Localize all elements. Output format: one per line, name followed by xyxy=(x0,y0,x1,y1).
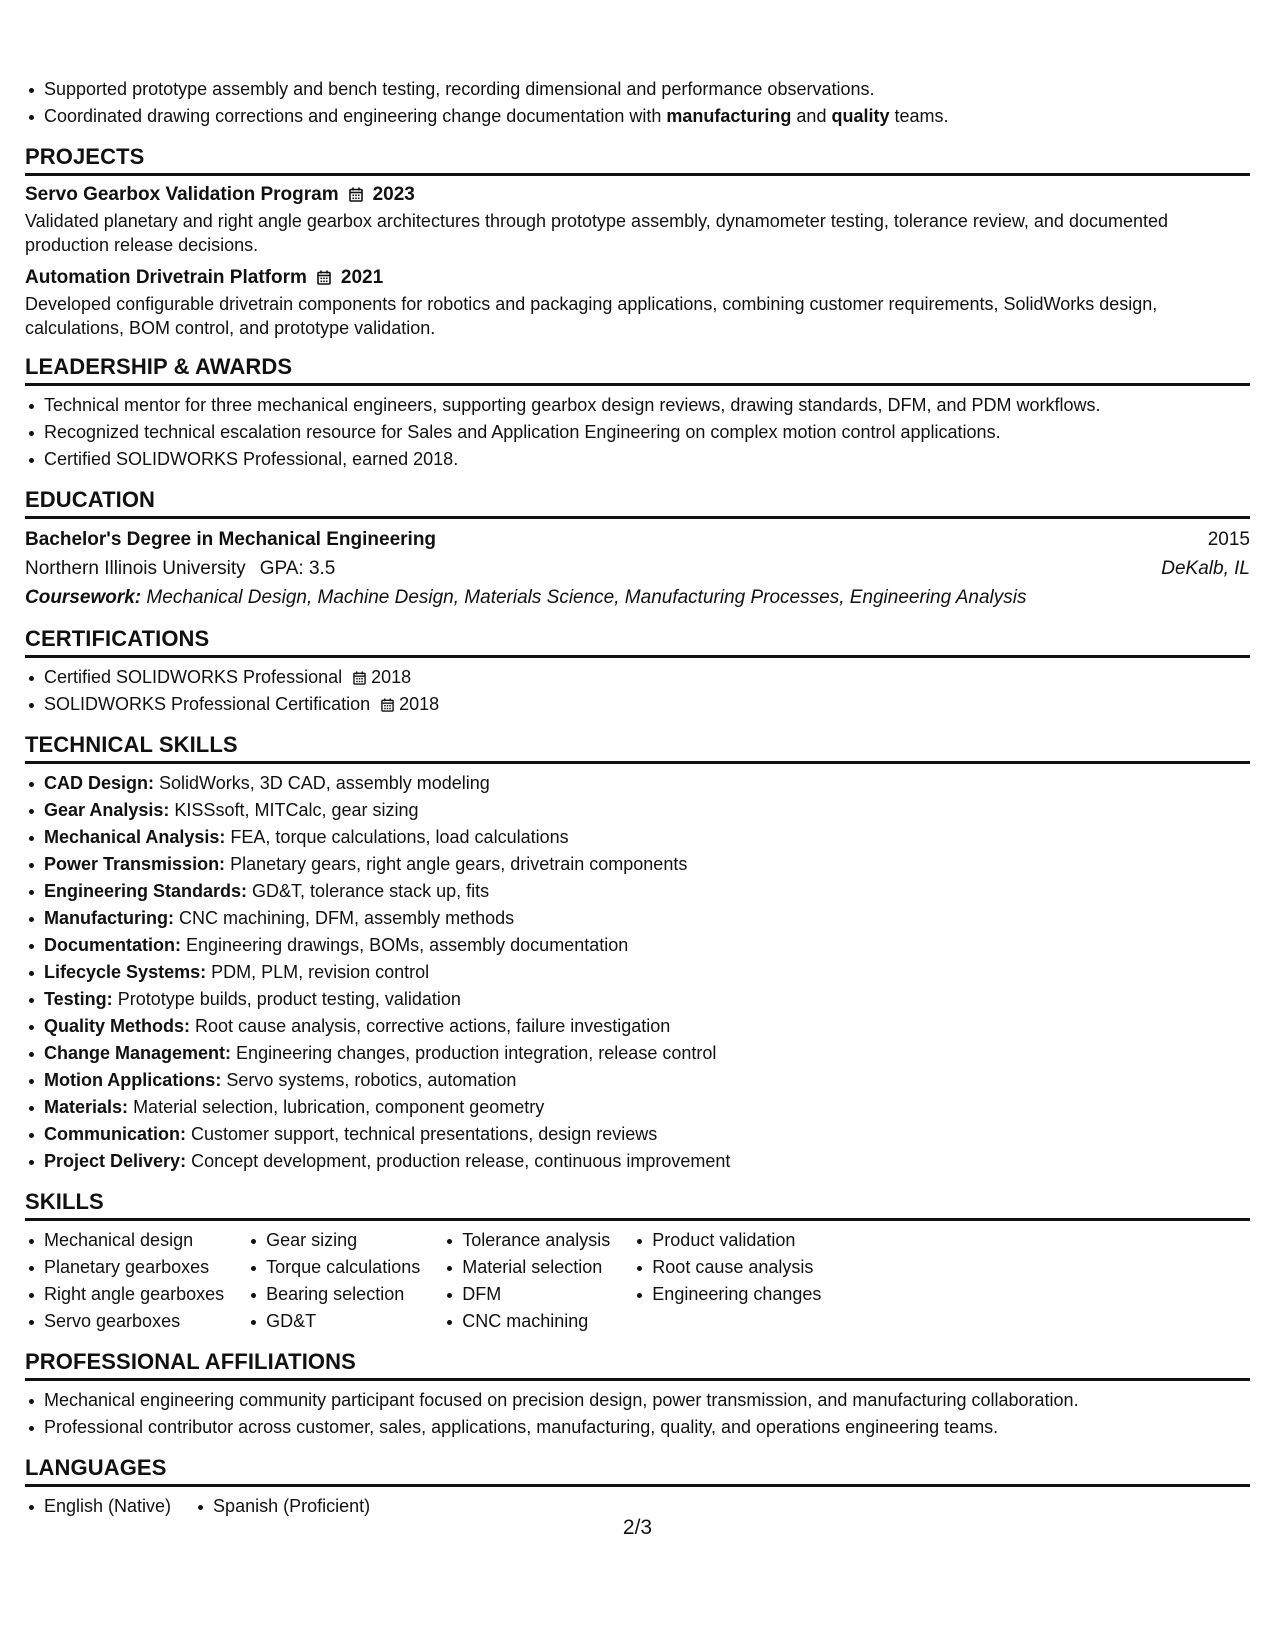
section-title-projects: PROJECTS xyxy=(25,144,1250,176)
project-name: Servo Gearbox Validation Program xyxy=(25,184,339,205)
technical-skill-item xyxy=(25,851,1250,878)
list-item: Technical mentor for three mechanical engineers, supporting gearbox design reviews, drawing standards, DFM, and PDM workflows. xyxy=(25,392,1250,419)
technical-skill-item xyxy=(25,959,1250,986)
technical-skill-item xyxy=(25,1040,1250,1067)
technical-skill-item xyxy=(25,1067,1250,1094)
project-year: 2021 xyxy=(340,267,384,288)
skill-category: Motion Applications: xyxy=(44,1070,222,1090)
calendar-icon xyxy=(353,671,366,685)
skill-item: Planetary gearboxes xyxy=(25,1254,224,1281)
skill-category: Documentation: xyxy=(44,935,181,955)
skill-values: Root cause analysis, corrective actions, failure investigation xyxy=(195,1016,671,1036)
calendar-icon xyxy=(349,187,363,202)
skill-values: SolidWorks, 3D CAD, assembly modeling xyxy=(159,773,490,793)
technical-skill-item xyxy=(25,932,1250,959)
section-title-leadership: LEADERSHIP & AWARDS xyxy=(25,354,1250,386)
skill-item: Servo gearboxes xyxy=(25,1308,224,1335)
skill-item: Engineering changes xyxy=(633,1281,821,1308)
list-item: Recognized technical escalation resource for Sales and Application Engineering on complex motion control applications. xyxy=(25,419,1250,446)
skill-category: Gear Analysis: xyxy=(44,800,170,820)
gpa: GPA: 3.5 xyxy=(259,558,336,579)
technical-skill-item xyxy=(25,824,1250,851)
skill-category: Materials: xyxy=(44,1097,129,1117)
skills-column xyxy=(247,1227,420,1335)
project-description: Developed configurable drivetrain components for robotics and packaging applications, combining customer requirements, SolidWorks design, calculations, BOM control, and prototype validation. xyxy=(25,294,1158,338)
project-year: 2023 xyxy=(372,184,415,205)
skill-values: PDM, PLM, revision control xyxy=(211,962,430,982)
skill-item: DFM xyxy=(443,1281,610,1308)
section-title-technical-skills: TECHNICAL SKILLS xyxy=(25,732,1250,764)
skill-category: Mechanical Analysis: xyxy=(44,827,226,847)
skill-category: Project Delivery: xyxy=(44,1151,187,1171)
language-item: Spanish (Proficient) xyxy=(194,1493,370,1520)
experience-tail-list xyxy=(25,76,1250,130)
skill-category: Lifecycle Systems: xyxy=(44,962,207,982)
skill-category: Power Transmission: xyxy=(44,854,226,874)
technical-skill-item xyxy=(25,1121,1250,1148)
technical-skills-list xyxy=(25,770,1250,1175)
skills-column xyxy=(25,1227,224,1335)
skill-values: FEA, torque calculations, load calculations xyxy=(230,827,569,847)
project-entry xyxy=(25,182,1250,257)
degree: Bachelor's Degree in Mechanical Engineering xyxy=(25,529,437,550)
technical-skill-item xyxy=(25,1013,1250,1040)
skill-item: CNC machining xyxy=(443,1308,610,1335)
technical-skill-item xyxy=(25,1148,1250,1175)
skill-values: GD&T, tolerance stack up, fits xyxy=(252,881,490,901)
coursework-label: Coursework: xyxy=(25,587,142,608)
skill-item: GD&T xyxy=(247,1308,420,1335)
skill-category: Quality Methods: xyxy=(44,1016,191,1036)
technical-skill-item xyxy=(25,1094,1250,1121)
skill-item: Product validation xyxy=(633,1227,821,1254)
skill-values: Material selection, lubrication, component geometry xyxy=(133,1097,545,1117)
certification-name: SOLIDWORKS Professional Certification xyxy=(44,694,371,714)
technical-skill-item xyxy=(25,905,1250,932)
affiliations-list xyxy=(25,1387,1250,1441)
skill-values: Servo systems, robotics, automation xyxy=(226,1070,517,1090)
project-description: Validated planetary and right angle gearbox architectures through prototype assembly, dynamometer testing, tolerance review, and documented production release decisions. xyxy=(25,211,1169,255)
coursework xyxy=(25,583,1250,612)
skills-columns xyxy=(25,1227,1250,1335)
certification-year: 2018 xyxy=(371,667,412,687)
skill-item: Right angle gearboxes xyxy=(25,1281,224,1308)
skill-item: Mechanical design xyxy=(25,1227,224,1254)
list-item xyxy=(25,691,1250,718)
technical-skill-item xyxy=(25,878,1250,905)
list-item: Mechanical engineering community participant focused on precision design, power transmission, and manufacturing collaboration. xyxy=(25,1387,1250,1414)
list-item: Certified SOLIDWORKS Professional, earned 2018. xyxy=(25,446,1250,473)
section-title-affiliations: PROFESSIONAL AFFILIATIONS xyxy=(25,1349,1250,1381)
certification-name: Certified SOLIDWORKS Professional xyxy=(44,667,343,687)
skill-category: CAD Design: xyxy=(44,773,155,793)
skill-values: Concept development, production release, continuous improvement xyxy=(191,1151,731,1171)
list-item: Professional contributor across customer, sales, applications, manufacturing, quality, and operations engineering teams. xyxy=(25,1414,1250,1441)
graduation-year: 2015 xyxy=(1207,529,1250,550)
project-entry xyxy=(25,265,1250,340)
skill-item: Tolerance analysis xyxy=(443,1227,610,1254)
skills-column xyxy=(443,1227,610,1335)
education-entry xyxy=(25,525,1250,612)
skill-category: Change Management: xyxy=(44,1043,232,1063)
skill-values: Prototype builds, product testing, validation xyxy=(117,989,461,1009)
certifications-list xyxy=(25,664,1250,718)
leadership-list xyxy=(25,392,1250,473)
skill-category: Communication: xyxy=(44,1124,186,1144)
calendar-icon xyxy=(317,270,331,285)
section-title-education: EDUCATION xyxy=(25,487,1250,519)
list-item: Coordinated drawing corrections and engineering change documentation with manufacturing and quality teams. xyxy=(25,103,1250,130)
school-name: Northern Illinois University xyxy=(25,558,246,579)
skill-values: CNC machining, DFM, assembly methods xyxy=(179,908,515,928)
project-name: Automation Drivetrain Platform xyxy=(25,267,307,288)
page-number: 2/3 xyxy=(622,1516,653,1539)
skill-item: Torque calculations xyxy=(247,1254,420,1281)
skill-item: Root cause analysis xyxy=(633,1254,821,1281)
list-item: Supported prototype assembly and bench testing, recording dimensional and performance observations. xyxy=(25,76,1250,103)
skill-values: KISSsoft, MITCalc, gear sizing xyxy=(174,800,419,820)
technical-skill-item xyxy=(25,770,1250,797)
technical-skill-item xyxy=(25,986,1250,1013)
skill-category: Engineering Standards: xyxy=(44,881,248,901)
section-title-skills: SKILLS xyxy=(25,1189,1250,1221)
school-location: DeKalb, IL xyxy=(1161,558,1250,579)
skills-column xyxy=(633,1227,821,1335)
list-item xyxy=(25,664,1250,691)
skill-values: Engineering changes, production integration, release control xyxy=(236,1043,717,1063)
skill-values: Engineering drawings, BOMs, assembly documentation xyxy=(186,935,629,955)
technical-skill-item xyxy=(25,797,1250,824)
certification-year: 2018 xyxy=(399,694,440,714)
calendar-icon xyxy=(381,698,394,712)
language-item: English (Native) xyxy=(25,1493,171,1520)
section-title-certifications: CERTIFICATIONS xyxy=(25,626,1250,658)
section-title-languages: LANGUAGES xyxy=(25,1455,1250,1487)
skill-item: Material selection xyxy=(443,1254,610,1281)
skill-item: Bearing selection xyxy=(247,1281,420,1308)
coursework-list: Mechanical Design, Machine Design, Materials Science, Manufacturing Processes, Engineering Analysis xyxy=(146,587,1027,608)
skill-values: Customer support, technical presentations, design reviews xyxy=(191,1124,658,1144)
skill-values: Planetary gears, right angle gears, drivetrain components xyxy=(230,854,688,874)
skill-category: Testing: xyxy=(44,989,113,1009)
skill-category: Manufacturing: xyxy=(44,908,174,928)
skill-item: Gear sizing xyxy=(247,1227,420,1254)
